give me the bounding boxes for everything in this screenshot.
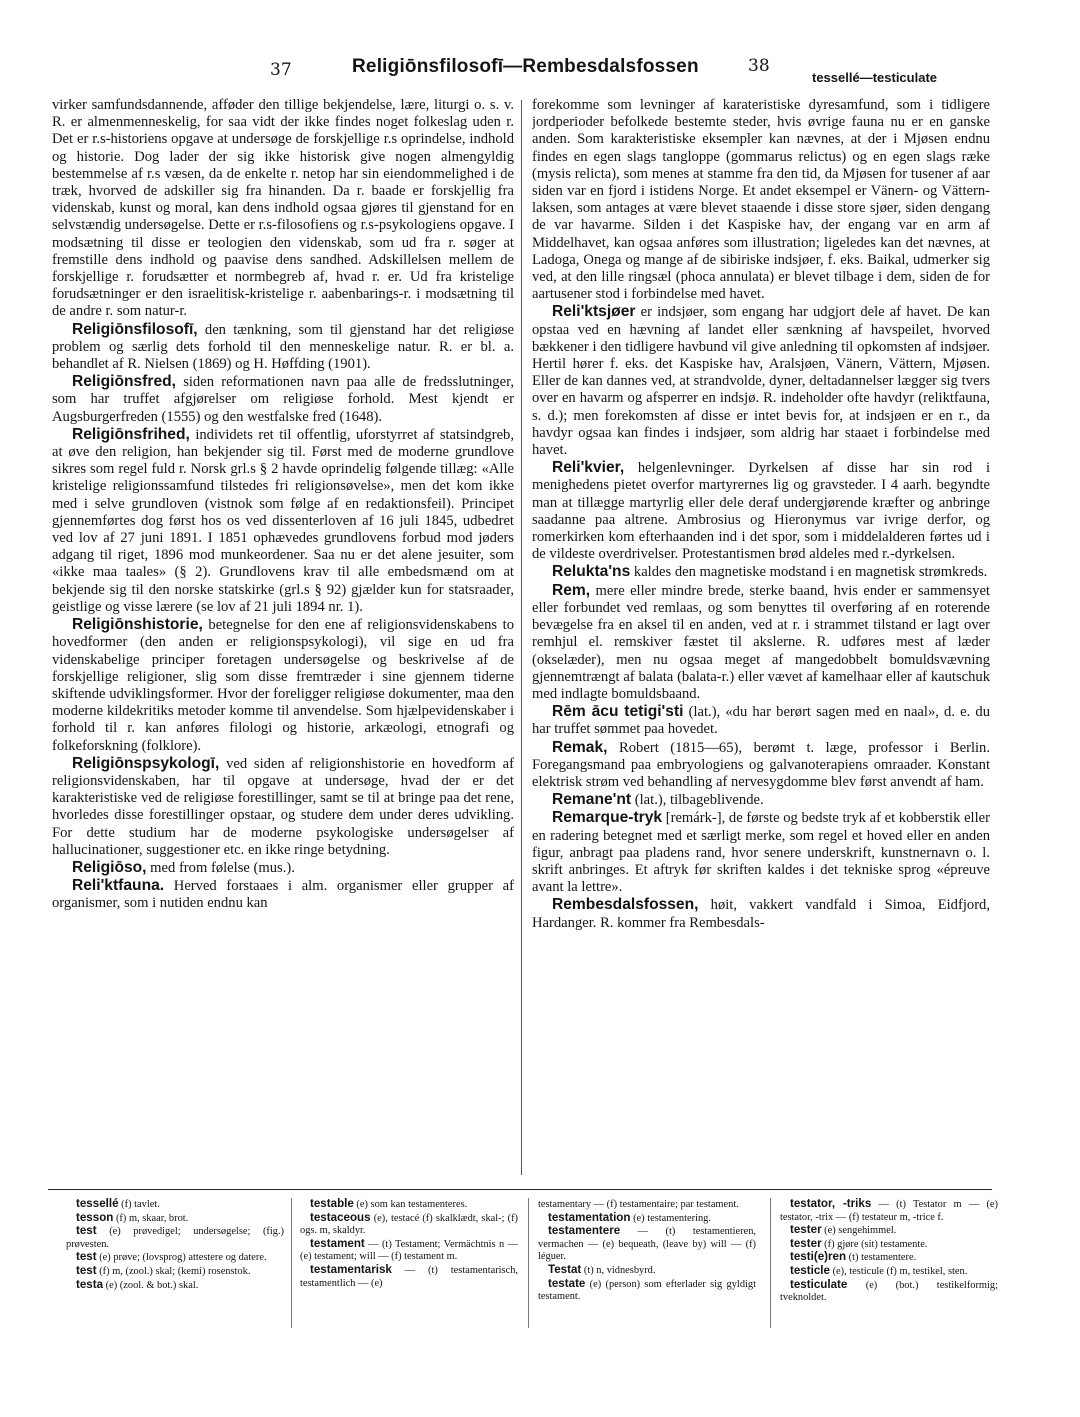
footer-text: (e) sengehimmel. (821, 1225, 897, 1237)
footer-entry (300, 1198, 518, 1212)
footer-entry (538, 1278, 756, 1304)
entry-headword: Religiōnsfrihed, (72, 425, 190, 443)
entry-headword: Rembesdalsfossen, (552, 896, 699, 914)
footer-entry (780, 1279, 998, 1305)
entry-text: ved siden af religionshistorie en hovedform af religionsvidenskaben, har til opgave at undersøge, hvad der er det karakteristiske ved de religiøse forestillinger, samt se til at bringe paa det rene, hvorledes disse forestillinger opstaar, og studere dem under deres udvikling. For dette studium har de moderne psykologiske undersøgelser af hallucinationer, suggestioner etc. en ikke ringe betydning. (52, 755, 514, 858)
footer-headword: testamentarisk (310, 1262, 392, 1276)
dictionary-entry (52, 755, 514, 859)
dictionary-entry (532, 582, 990, 703)
footer-headword: testable (310, 1198, 354, 1210)
footer-entry (66, 1225, 284, 1251)
footer-text: — (t) testamentarisch, testamentlich — (e) (300, 1264, 518, 1289)
page-header (0, 56, 1080, 88)
entry-text: med from følelse (mus.). (146, 859, 295, 876)
footer-entry (538, 1264, 756, 1278)
footer-headword: testicle (790, 1263, 830, 1277)
dictionary-entry (532, 303, 990, 459)
footer-headword: test (76, 1263, 97, 1277)
dictionary-entry (532, 459, 990, 563)
entry-headword: Religiōnspsykologī, (72, 754, 220, 772)
entry-headword: Reli'ktsjøer (552, 303, 636, 321)
entry-text: er indsjøer, som engang har udgjort dele af havet. De kan opstaa ved en hævning af landet eller sænkning af havspeilet, hvorved bækkener i den tidligere havbund vil give anledning til opkomsten af indsjøer. Hertil hører f. eks. det Kaspiske hav, Aralsjøen, Vänern, Vättern, Mjøsen. Eller de kan dannes ved, at strandvolde, dyner, deltadannelser lægger sig tvers over en havarm og afsperrer en indsjø. R. indeholder ofte havdyr (reliktfauna, s. d.); men forekomsten af disse er intet bevis for, at indsjøen er en r., da havdyr ogsaa kan findes i indsjøer, som aldrig har staaet i forbindelse med havet. (532, 304, 990, 459)
footer-text: (e) (bot.) testikelformig; tveknoldet. (780, 1279, 998, 1304)
footer-entry (780, 1265, 998, 1279)
footer-entry (66, 1279, 284, 1293)
footer-headword: testamentere (548, 1224, 621, 1238)
footer-text: (e) (person) som efterlader sig gyldigt testament. (538, 1278, 756, 1303)
footer-text: (f) gjøre (sit) testamente. (821, 1238, 928, 1250)
footer-entry (300, 1264, 518, 1290)
footer-range-title: tessellé—testiculate (812, 70, 938, 85)
footer-column-2 (300, 1198, 518, 1338)
footer-text: (e) testamentering. (630, 1212, 711, 1224)
footer-text: (f) m, (zool.) skal; (kemi) rosenstok. (96, 1265, 251, 1277)
entry-text: betegnelse for den ene af religionsvidenskabens to hovedformer (den anden er religionspsykologi), vil sige en ud fra videnskabelige principer foretagen undersøgelse og beskrivelse af de forskjellige religioner, slig som disse fremtræder i sine gjennem tiderne skiftende udviklingsformer. Hvor der foreligger religiøse dokumenter, maa den moderne kildekritiks metoder komme til anvendelse. Som hjælpevidenskaber i forhold til r. kan anføres filologi og historie, arkæologi, etnografi og folkeforskning (folklore). (52, 617, 514, 754)
left-column (52, 96, 514, 1181)
footer-divider (528, 1198, 529, 1328)
page-number-left: 37 (270, 60, 292, 80)
footer-column-1 (66, 1198, 284, 1338)
entry-text: helgenlevninger. Dyrkelsen af disse har sin rod i menighedens pietet overfor martyrernes lig og gravsteder. I 4 aarh. begyndte man at tillægge martyrlig eller dele deraf undergjørende kræfter og anbringe saadanne paa altrene. Ambrosius og Hieronymus var ivrige derfor, og romerkirken kom efterhaanden ind i det spor, som i middelalderen førtes ud i de vildeste overdrivelser. Protestantismen brød aldeles med r.-dyrkelsen. (532, 460, 990, 563)
entry-headword: Reli'ktfauna. (72, 877, 165, 895)
footer-headword: testiculate (790, 1277, 848, 1291)
footer-headword: tester (790, 1236, 822, 1250)
footer-headword: testament (310, 1236, 365, 1250)
entry-text: mere eller mindre brede, sterke baand, hvis ender er sammensyet eller forbundet ved remlaas, og som benyttes til overføring af en roterende bevægelse fra en aksel til en anden, ved at r. i strammet tilstand er lagt over remhjul el. remskiver fæstet til akslerne. R. udføres mest af læder (okselæder), men nu ogsaa meget af mangedobbelt bomuldsvævning gjennemtrængt af balata (balata-r.) eller vævet af kamelhaar eller af kautschuk med indlagte bomuldsbaand. (532, 582, 990, 702)
entry-text: Herved forstaaes i alm. organismer eller grupper af organismer, som i nutiden endnu kan (52, 878, 514, 912)
footer-text: (e) (zool. & bot.) skal. (103, 1279, 199, 1291)
footer-text: (t) n, vidnesbyrd. (581, 1264, 656, 1276)
dictionary-entry (532, 896, 990, 931)
footer-text: testamentary — (f) testamentaire; par testament. (538, 1199, 739, 1210)
footer-entry (66, 1212, 284, 1226)
dictionary-entry (532, 563, 990, 581)
entry-text: kaldes den magnetiske modstand i en magnetisk strømkreds. (630, 564, 988, 581)
footer-headword: test (76, 1224, 97, 1238)
footer-text: (f) tavlet. (118, 1199, 160, 1210)
entry-text: (lat.), tilbageblivende. (631, 792, 764, 809)
footer-text: (f) m, skaar, brot. (113, 1212, 189, 1224)
footer-text: (e) prøvedigel; undersøgelse; (fig.) prøvesten. (66, 1226, 284, 1250)
entry-text: forekomme som levninger af karateristiske dyresamfund, som i tidligere jordperioder befolkede bestemte steder, hvis øvrige fauna nu er en ganske anden. Som karakteristiske eksempler kan nævnes, at der i Mjøsen endnu findes en egen slags tangloppe (gommarus relictus) og en egen slags ræke (mysis relicta), som menes at stamme fra den tid, da Mjøsen for tusener af aar siden var en fjord i istidens Norge. Et andet eksempel er Vänern- og Vättern-laksen, som antages at være blevet staaende i disse store sjøer, siden dengang de var havarme. Silden i det Kaspiske hav, der engang var en arm af Middelhavet, kan ogsaa anføres som illustration; ligeledes kan det nævnes, at Ladoga, Onega og mange af de sibiriske indsjøer, f. eks. Baikal, udmerker sig ved, at den lille ringsæl (phoca annulata) er blevet tilbage i dem, siden de for aartusener stod i forbindelse med havet. (532, 97, 990, 303)
dictionary-entry (532, 96, 990, 303)
entry-text: individets ret til offentlig, uforstyrret af statsindgreb, at øve den religion, han bekjender sig til. Først med de moderne grundlove sikres som regel fuld r. Norsk grl.s § 2 havde oprindelig følgende tillæg: «Alle kristelige religionssamfund tilstedes fri religionsøvelse», men det kom ikke med i selve grundloven (vistnok som følge af en redaktionsfeil). Principet gjennemførtes dog først hos os ved dissenterloven af 16 juli 1845, udbedret ved lov af 27 juni 1891. I 1851 ophævedes grundlovens forbud mod jøders adgang til riget, 1896 mod munkeordener. Saa nu er det alene jesuiter, som «ikke maa taales» (§ 2). Grundlovens krav til alle embedsmænd om at bekjende sig til den norske statskirke (grl.s § 92) gjælder kun for statsraader, geistlige og visse lærere (se lov af 21 juli 1894 nr. 1). (52, 426, 514, 615)
entry-text: (lat.), «du har berørt sagen med en naal», d. e. du har truffet sømmet paa hovedet. (532, 704, 990, 738)
entry-text: virker samfundsdannende, afføder den tillige bekjendelse, lære, liturgi o. s. v. R. er almenmenneskelig, for saa vidt der ikke findes noget folkeslag uden r. Det er r.s-historiens opgave at undersøge de forskjellige r.s oprindelse, indhold og historie. Dog lader der sig ikke historisk give nogen almengyldig bestemmelse af r.s væsen, da de enkelte r. netop har sin eiendommelighed i de træk, hvorved de adskiller sig fra hinanden. Da r. baade er forskjellig fra videnskab, kunst og moral, kan dens indhold ogsaa gjøres til gjenstand for en selvstændig undersøgelse. Dette er r.s-filosofiens og r.s-psykologiens opgave. I modsætning til disse er teologien den videnskab, som ud fra r. søger at fremstille dens indhold og paavise dens sandhed. Adskillelsen mellem de forskjellige r. forudsætter et normbegreb af, hvad r. er. Ud fra kristelige forudsætninger er den israelitisk-kristelige r. aabenbarings-r. i modsætning til de andre r. som natur-r. (52, 97, 514, 320)
entry-headword: Reli'kvier, (552, 459, 625, 477)
footer-headword: testaceous (310, 1210, 371, 1224)
footer-headword: testate (548, 1276, 586, 1290)
entry-text: Robert (1815—65), berømt t. læge, professor i Berlin. Foregangsmand paa embryologiens og galvanoterapiens omraader. Konstant elektrisk strøm ved behandling af nervesygdomme blev først anvendt af ham. (532, 739, 990, 790)
dictionary-entry (52, 426, 514, 616)
entry-headword: Remak, (552, 738, 608, 756)
footer-divider (291, 1198, 292, 1328)
footer-text: (e) prøve; (lovsprog) attestere og datere. (96, 1252, 267, 1264)
footer-text: — (t) Testament; Vermächtnis n — (e) testament; will — (f) testament m. (300, 1238, 518, 1263)
footer-headword: test (76, 1250, 97, 1264)
dictionary-entry (52, 859, 514, 877)
footer-headword: testamentation (548, 1210, 631, 1224)
entry-headword: Relukta'ns (552, 563, 631, 581)
footer-entry (538, 1225, 756, 1264)
footer-text: — (t) testamentieren, vermachen — (e) bequeath, (leave by) will — (f) léguer. (538, 1226, 756, 1263)
footer-entry (66, 1198, 284, 1212)
footer-headword: tessellé (76, 1198, 119, 1210)
footer-headword: tester (790, 1223, 822, 1237)
page-number-right: 38 (748, 56, 770, 76)
footer-headword: tesson (76, 1210, 114, 1224)
entry-text: høit, vakkert vandfald i Simoa, Eidfjord, Hardanger. R. kommer fra Rembesdals- (532, 897, 990, 931)
entry-text: den tænkning, som til gjenstand har det religiøse problem og særlig dets forhold til den menneskelige natur. R. er bl. a. behandlet af R. Nielsen (1869) og H. Høffding (1901). (52, 321, 514, 373)
column-divider (521, 100, 522, 1175)
entry-headword: Rem, (552, 581, 591, 599)
footer-column-3 (538, 1198, 756, 1338)
footer-text: (e), testicule (f) m, testikel, sten. (829, 1265, 968, 1277)
entry-headword: Rēm ācu tetigi'sti (552, 703, 684, 721)
footer-column-4 (780, 1198, 998, 1338)
entry-headword: Religiōnsfilosofī, (72, 320, 198, 338)
dictionary-entry (52, 321, 514, 374)
footer-headword: testator, -triks (790, 1198, 872, 1210)
entry-headword: Remane'nt (552, 791, 632, 809)
footer-entry (300, 1212, 518, 1238)
entry-headword: Remarque-tryk (552, 809, 663, 827)
right-column (532, 96, 990, 1181)
footer-headword: testi(e)ren (790, 1250, 847, 1264)
dictionary-entry (532, 739, 990, 792)
dictionary-entry (532, 791, 990, 809)
entry-headword: Religiōso, (72, 858, 147, 876)
footer-headword: Testat (548, 1262, 582, 1276)
entry-text: [remárk-], de første og bedste tryk af et kobberstik eller en radering betegnet med et særligt merke, som regel et hoved eller en anden figur, anbragt paa pladens rand, hvor senere underskrift, kunstnernavn o. l. skrift anbringes. Et aftryk før skriften kaldes i det tekniske sprog «épreuve avant la lettre». (532, 810, 990, 896)
footer-text: — (t) Testator m — (e) testator, -trix — (f) testateur m, -trice f. (780, 1199, 998, 1223)
footer-divider (770, 1198, 771, 1328)
running-title: Religiōnsfilosofī—Rembesdalsfossen (352, 56, 699, 77)
footer-entry (780, 1224, 998, 1238)
footer-entry (780, 1238, 998, 1252)
entry-text: siden reformationen navn paa alle de fredsslutninger, som har truffet afgjørelser om religiøse forhold. Mest kjendt er Augsburgerfreden (1555) og den westfalske fred (1648). (52, 374, 514, 425)
footer-entry (780, 1251, 998, 1265)
footer-entry (780, 1198, 998, 1224)
dictionary-entry (52, 373, 514, 426)
footer-entry (66, 1251, 284, 1265)
footer-rule (48, 1189, 992, 1190)
footer-text: (t) testamentere. (846, 1252, 917, 1264)
dictionary-entry (532, 703, 990, 738)
dictionary-entry (52, 877, 514, 912)
footer-headword: testa (76, 1277, 104, 1291)
footer-text: (e) som kan testamenteres. (353, 1199, 468, 1210)
footer-entry (300, 1238, 518, 1264)
footer-text: (e), testacé (f) skalklædt, skal-; (f) ogs. m, skaldyr. (300, 1212, 518, 1237)
dictionary-entry (52, 96, 514, 321)
footer-entry (538, 1198, 756, 1212)
footer-entry (538, 1212, 756, 1226)
footer-entry (66, 1265, 284, 1279)
entry-headword: Religiōnsfred, (72, 373, 176, 391)
dictionary-entry (532, 809, 990, 896)
dictionary-entry (52, 616, 514, 755)
entry-headword: Religiōnshistorie, (72, 616, 203, 634)
